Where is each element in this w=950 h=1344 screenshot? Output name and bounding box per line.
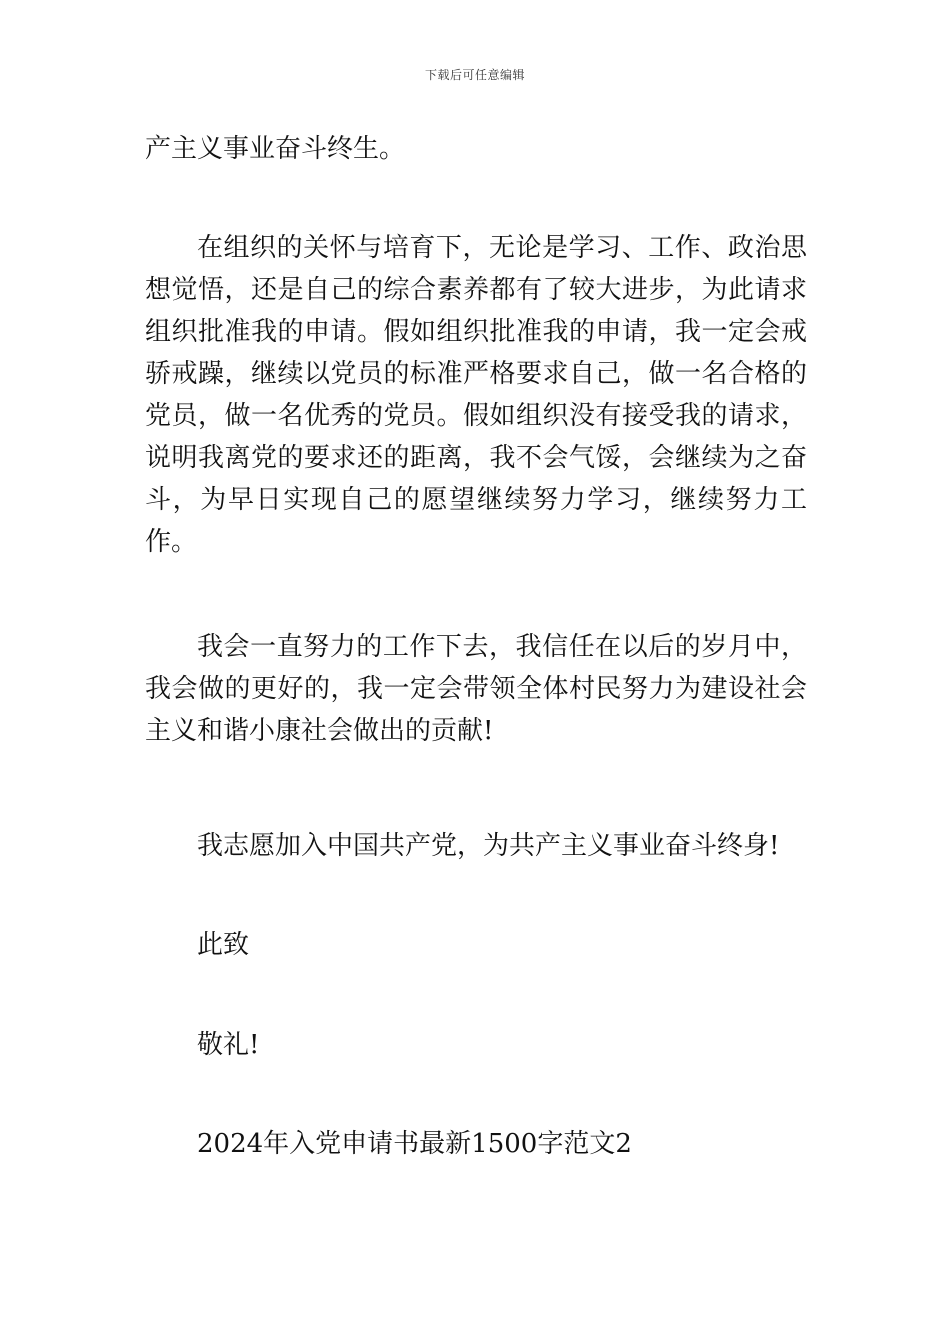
section-title: 2024年入党申请书最新1500字范文2 [197,1129,632,1159]
page-header: 下载后可任意编辑 [424,68,525,82]
closing-regards: 敬礼! [197,1030,260,1060]
paragraph-continuation: 产主义事业奋斗终生。 [145,134,406,164]
closing-salutation: 此致 [197,930,250,960]
paragraph-organization-approval: 在组织的关怀与培育下，无论是学习、工作、政治思想觉悟，还是自己的综合素养都有了较大进步，为此请求组织批准我的申请。假如组织批准我的申请，我一定会戒骄戒躁，继续以党员的标准严格要求自己，做一名合格的党员，做一名优秀的党员。假如组织没有接受我的请求，说明我离党的要求还的距离，我不会气馁，会继续为之奋斗，为早日实现自己的愿望继续努力学习，继续努力工作。 [145,233,807,557]
paragraph-pledge: 我志愿加入中国共产党，为共产主义事业奋斗终身! [197,831,780,861]
paragraph-commitment: 我会一直努力的工作下去，我信任在以后的岁月中，我会做的更好的，我一定会带领全体村民努力为建设社会主义和谐小康社会做出的贡献! [145,632,807,746]
